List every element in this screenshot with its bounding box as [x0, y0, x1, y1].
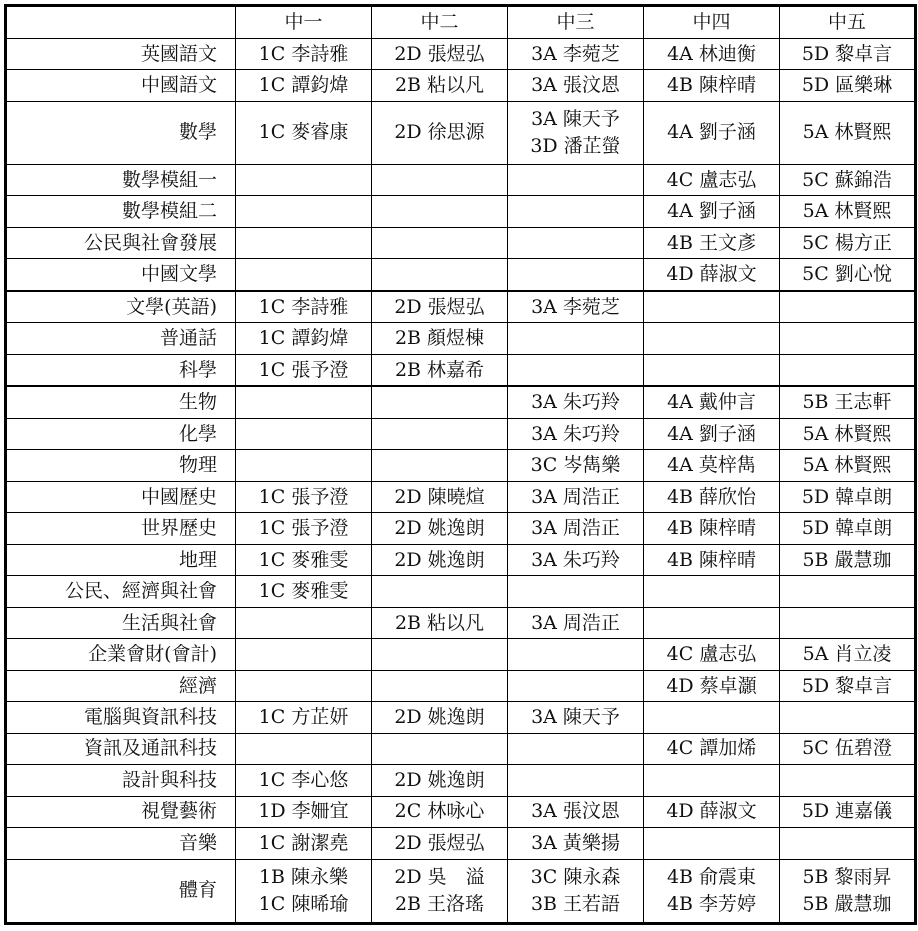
teacher-entry: 1C 譚鈞煒 [258, 74, 349, 97]
teacher-entry: 5B 黎雨昇 [802, 865, 892, 888]
teacher-cell [508, 196, 644, 227]
header-corner [6, 6, 236, 39]
teacher-entry: 2D 徐思源 [394, 121, 485, 144]
teacher-cell [780, 607, 916, 638]
teacher-cell [780, 859, 916, 923]
teacher-entry: 3B 王若語 [530, 892, 621, 915]
table-row [6, 576, 916, 607]
teacher-entry: 4D 薛淑文 [666, 263, 757, 286]
table-row [6, 39, 916, 70]
teacher-cell [236, 101, 372, 164]
teacher-cell [508, 576, 644, 607]
teacher-entry: 5C 劉心悅 [802, 263, 892, 286]
teacher-cell [372, 70, 508, 101]
teacher-entry: 4B 陳梓晴 [666, 548, 757, 571]
teacher-entry: 4B 李芳婷 [666, 892, 757, 915]
grade-header: 中四 [644, 6, 780, 39]
table-body [6, 39, 916, 924]
table-row [6, 828, 916, 859]
teacher-cell [644, 291, 780, 323]
table-row [6, 291, 916, 323]
header-row [6, 6, 916, 39]
teacher-cell [508, 323, 644, 354]
teacher-entry: 4B 王文彥 [666, 231, 757, 254]
teacher-entry: 4D 薛淑文 [666, 800, 757, 823]
teacher-cell [780, 164, 916, 195]
teacher-entry: 4A 劉子涵 [667, 121, 756, 144]
teacher-cell [780, 227, 916, 258]
teacher-cell [372, 386, 508, 418]
teacher-entry: 3A 張汶恩 [531, 800, 620, 823]
teacher-entry: 2D 姚逸朗 [394, 548, 485, 571]
teacher-entry: 2B 顏煜棟 [394, 327, 485, 350]
teacher-cell [372, 544, 508, 575]
teacher-cell [508, 259, 644, 291]
subject-label: 生物 [6, 386, 236, 418]
table-row [6, 323, 916, 354]
table-row [6, 670, 916, 701]
teacher-cell [780, 259, 916, 291]
teacher-entry: 2D 姚逸朗 [394, 768, 485, 791]
teacher-cell [372, 702, 508, 733]
table-row [6, 418, 916, 449]
teacher-cell [236, 607, 372, 638]
teacher-cell [372, 450, 508, 481]
grade-header: 中一 [236, 6, 372, 39]
teacher-cell [236, 354, 372, 386]
teacher-cell [236, 733, 372, 764]
subject-label: 電腦與資訊科技 [6, 702, 236, 733]
teacher-cell [508, 796, 644, 827]
teacher-entry: 2D 張煜弘 [394, 295, 485, 318]
teacher-entry: 1C 方芷妍 [258, 705, 349, 728]
teacher-cell [644, 670, 780, 701]
teacher-cell [780, 196, 916, 227]
teacher-entry: 4A 林迪衡 [667, 42, 756, 65]
teacher-cell [644, 164, 780, 195]
subject-label: 體育 [6, 859, 236, 923]
teacher-cell [644, 702, 780, 733]
teacher-cell [644, 386, 780, 418]
teacher-entry: 3A 陳天予 [531, 705, 620, 728]
teacher-cell [644, 101, 780, 164]
teacher-entry: 2B 粘以凡 [394, 611, 485, 634]
teacher-cell [508, 733, 644, 764]
teacher-cell [372, 227, 508, 258]
teacher-entry: 3A 黃樂揚 [531, 831, 620, 854]
subject-label: 中國語文 [6, 70, 236, 101]
teacher-entry: 5B 王志軒 [802, 391, 892, 414]
teacher-cell [372, 354, 508, 386]
teacher-entry: 2B 粘以凡 [394, 74, 485, 97]
teacher-cell [508, 670, 644, 701]
teacher-cell [644, 796, 780, 827]
teacher-cell [780, 576, 916, 607]
teacher-cell [508, 544, 644, 575]
teacher-cell [780, 670, 916, 701]
teacher-cell [644, 576, 780, 607]
teacher-cell [372, 259, 508, 291]
teacher-entry: 1B 陳永樂 [258, 865, 349, 888]
teacher-cell [372, 513, 508, 544]
teacher-cell [780, 828, 916, 859]
table-row [6, 70, 916, 101]
teacher-cell [508, 702, 644, 733]
teacher-entry: 3A 陳天予 [531, 107, 620, 130]
subject-label: 音樂 [6, 828, 236, 859]
teacher-cell [236, 227, 372, 258]
teacher-cell [372, 828, 508, 859]
teacher-cell [780, 39, 916, 70]
teacher-entry: 4C 譚加烯 [666, 737, 757, 760]
teacher-cell [236, 39, 372, 70]
subject-label: 生活與社會 [6, 607, 236, 638]
teacher-cell [372, 101, 508, 164]
teacher-entry: 4A 劉子涵 [667, 422, 756, 445]
teacher-cell [644, 639, 780, 670]
teacher-cell [644, 196, 780, 227]
teacher-cell [508, 765, 644, 796]
teacher-entry: 2D 張煜弘 [394, 42, 485, 65]
teacher-entry: 3A 周浩正 [531, 485, 620, 508]
teacher-entry: 1C 譚鈞煒 [258, 327, 349, 350]
teacher-cell [236, 70, 372, 101]
teacher-cell [236, 576, 372, 607]
teacher-cell [236, 164, 372, 195]
subject-label: 數學模組二 [6, 196, 236, 227]
teacher-cell [644, 227, 780, 258]
teacher-entry: 1C 李詩雅 [258, 295, 349, 318]
teacher-cell [644, 354, 780, 386]
teacher-entry: 5D 黎卓言 [801, 42, 893, 65]
teacher-entry: 5A 林賢熙 [802, 121, 892, 144]
teacher-cell [780, 354, 916, 386]
table-row [6, 607, 916, 638]
teacher-entry: 5D 韓卓朗 [801, 517, 893, 540]
teacher-entry: 2D 姚逸朗 [394, 517, 485, 540]
teacher-cell [236, 859, 372, 923]
teacher-cell [236, 670, 372, 701]
teacher-cell [508, 227, 644, 258]
teacher-entry: 5D 連嘉儀 [801, 800, 893, 823]
teacher-cell [372, 481, 508, 512]
table-row [6, 765, 916, 796]
teacher-cell [508, 607, 644, 638]
teacher-cell [644, 70, 780, 101]
teacher-cell [236, 418, 372, 449]
teacher-entry: 5A 林賢熙 [802, 454, 892, 477]
teacher-cell [780, 418, 916, 449]
teacher-entry: 5A 林賢熙 [802, 200, 892, 223]
teacher-cell [780, 450, 916, 481]
teacher-cell [644, 544, 780, 575]
teacher-cell [780, 544, 916, 575]
teacher-cell [508, 164, 644, 195]
teacher-cell [372, 796, 508, 827]
teacher-cell [644, 607, 780, 638]
teacher-cell [508, 828, 644, 859]
teacher-entry: 2D 吳 溢 [394, 865, 485, 888]
subject-label: 英國語文 [6, 39, 236, 70]
teacher-cell [372, 418, 508, 449]
teacher-cell [236, 513, 372, 544]
table-row [6, 386, 916, 418]
teacher-cell [372, 733, 508, 764]
teacher-entry: 4B 薛欣怡 [666, 485, 757, 508]
teacher-entry: 4D 蔡卓灝 [666, 674, 757, 697]
teacher-cell [236, 323, 372, 354]
teacher-entry: 3A 李菀芝 [531, 42, 620, 65]
teacher-entry: 3A 朱巧羚 [531, 391, 620, 414]
teacher-entry: 4C 盧志弘 [666, 643, 757, 666]
teacher-cell [508, 70, 644, 101]
teacher-entry: 1C 麥雅雯 [258, 548, 349, 571]
teacher-entry: 2B 林嘉希 [394, 358, 485, 381]
grade-header: 中三 [508, 6, 644, 39]
subject-label: 數學 [6, 101, 236, 164]
table-row [6, 354, 916, 386]
teacher-entry: 4B 陳梓晴 [666, 517, 757, 540]
teacher-cell [236, 702, 372, 733]
table-row [6, 450, 916, 481]
table-row [6, 101, 916, 164]
teacher-entry: 1C 麥雅雯 [258, 580, 349, 603]
teacher-entry: 2D 陳曉煊 [394, 485, 485, 508]
teacher-cell [372, 670, 508, 701]
teacher-cell [508, 450, 644, 481]
teacher-cell [780, 796, 916, 827]
teacher-cell [508, 859, 644, 923]
teacher-entry: 5A 肖立凌 [802, 643, 892, 666]
subject-label: 世界歷史 [6, 513, 236, 544]
teacher-cell [508, 39, 644, 70]
table-row [6, 196, 916, 227]
teacher-cell [644, 450, 780, 481]
teacher-cell [644, 828, 780, 859]
teacher-entry: 5B 嚴慧珈 [802, 548, 892, 571]
teacher-entry: 1C 張予澄 [258, 485, 349, 508]
grade-header: 中二 [372, 6, 508, 39]
teacher-cell [508, 418, 644, 449]
table-row [6, 544, 916, 575]
teacher-cell [644, 39, 780, 70]
teacher-entry: 3A 張汶恩 [531, 74, 620, 97]
teacher-entry: 3D 潘芷螢 [530, 134, 621, 157]
teacher-cell [236, 765, 372, 796]
teacher-cell [372, 765, 508, 796]
teacher-cell [780, 513, 916, 544]
table-row [6, 227, 916, 258]
teacher-cell [236, 291, 372, 323]
teacher-cell [644, 259, 780, 291]
subject-label: 中國歷史 [6, 481, 236, 512]
teacher-entry: 1C 張予澄 [258, 358, 349, 381]
teacher-entry: 3A 周浩正 [531, 517, 620, 540]
teacher-entry: 4A 劉子涵 [667, 200, 756, 223]
subject-label: 公民、經濟與社會 [6, 576, 236, 607]
teacher-cell [236, 796, 372, 827]
teacher-cell [780, 733, 916, 764]
subject-label: 物理 [6, 450, 236, 481]
teacher-cell [780, 765, 916, 796]
teacher-entry: 2D 張煜弘 [394, 831, 485, 854]
teacher-cell [236, 828, 372, 859]
teacher-cell [236, 544, 372, 575]
teacher-entry: 1C 麥睿康 [258, 121, 349, 144]
teacher-entry: 5C 楊方正 [802, 231, 892, 254]
teacher-cell [644, 418, 780, 449]
teacher-entry: 3A 李菀芝 [531, 295, 620, 318]
teacher-cell [508, 639, 644, 670]
teacher-entry: 4B 陳梓晴 [666, 74, 757, 97]
subject-label: 企業會財(會計) [6, 639, 236, 670]
teacher-cell [508, 513, 644, 544]
teacher-cell [644, 481, 780, 512]
teacher-cell [780, 481, 916, 512]
subject-label: 數學模組一 [6, 164, 236, 195]
teacher-entry: 5C 伍碧澄 [802, 737, 892, 760]
teacher-cell [372, 607, 508, 638]
subject-label: 公民與社會發展 [6, 227, 236, 258]
teacher-cell [780, 70, 916, 101]
teacher-cell [508, 101, 644, 164]
teacher-cell [780, 639, 916, 670]
subject-label: 化學 [6, 418, 236, 449]
teacher-cell [644, 859, 780, 923]
subject-label: 資訊及通訊科技 [6, 733, 236, 764]
teacher-cell [780, 386, 916, 418]
teacher-entry: 1D 李姍宜 [258, 800, 349, 823]
teacher-cell [372, 639, 508, 670]
teacher-entry: 4B 俞震東 [666, 865, 757, 888]
teacher-cell [508, 481, 644, 512]
table-row [6, 481, 916, 512]
table-row [6, 259, 916, 291]
teacher-cell [508, 291, 644, 323]
table-row [6, 513, 916, 544]
teacher-entry: 1C 張予澄 [258, 517, 349, 540]
teacher-cell [236, 259, 372, 291]
teacher-entry: 3A 周浩正 [531, 611, 620, 634]
subject-label: 視覺藝術 [6, 796, 236, 827]
teacher-entry: 4A 莫梓雋 [667, 454, 756, 477]
teacher-entry: 4C 盧志弘 [666, 168, 757, 191]
subject-label: 普通話 [6, 323, 236, 354]
teacher-entry: 2D 姚逸朗 [394, 705, 485, 728]
teacher-cell [508, 354, 644, 386]
teacher-cell [508, 386, 644, 418]
teacher-entry: 5D 韓卓朗 [801, 485, 893, 508]
teacher-cell [236, 450, 372, 481]
grade-header: 中五 [780, 6, 916, 39]
teacher-cell [372, 196, 508, 227]
teacher-entry: 5A 林賢熙 [802, 422, 892, 445]
teacher-entry: 1C 陳晞瑜 [258, 892, 349, 915]
table-row [6, 733, 916, 764]
teacher-entry: 3A 朱巧羚 [531, 548, 620, 571]
teacher-cell [780, 101, 916, 164]
teacher-cell [644, 323, 780, 354]
teacher-cell [236, 386, 372, 418]
teacher-cell [780, 323, 916, 354]
teacher-cell [644, 513, 780, 544]
teacher-cell [780, 291, 916, 323]
table-row [6, 702, 916, 733]
teacher-entry: 1C 李詩雅 [258, 42, 349, 65]
teacher-entry: 3C 岑雋樂 [530, 454, 621, 477]
teacher-entry: 2B 王洛瑤 [394, 892, 485, 915]
teacher-cell [780, 702, 916, 733]
teacher-cell [644, 765, 780, 796]
teacher-cell [372, 576, 508, 607]
teacher-entry: 1C 李心悠 [258, 768, 349, 791]
table-row [6, 164, 916, 195]
teacher-entry: 3A 朱巧羚 [531, 422, 620, 445]
subject-label: 文學(英語) [6, 291, 236, 323]
teacher-cell [372, 164, 508, 195]
teacher-entry: 1C 謝潔堯 [258, 831, 349, 854]
teacher-entry: 5D 黎卓言 [801, 674, 893, 697]
teacher-entry: 3C 陳永森 [530, 865, 621, 888]
subject-label: 中國文學 [6, 259, 236, 291]
teacher-entry: 2C 林咏心 [394, 800, 485, 823]
teacher-subject-table [4, 4, 917, 925]
teacher-cell [236, 481, 372, 512]
teacher-cell [372, 39, 508, 70]
teacher-cell [236, 639, 372, 670]
teacher-cell [236, 196, 372, 227]
table-row [6, 859, 916, 923]
table-row [6, 639, 916, 670]
teacher-cell [372, 859, 508, 923]
subject-label: 經濟 [6, 670, 236, 701]
table-row [6, 796, 916, 827]
subject-label: 地理 [6, 544, 236, 575]
subject-label: 設計與科技 [6, 765, 236, 796]
teacher-entry: 4A 戴仲言 [667, 391, 756, 414]
teacher-entry: 5D 區樂琳 [801, 74, 893, 97]
teacher-cell [372, 291, 508, 323]
subject-label: 科學 [6, 354, 236, 386]
teacher-cell [644, 733, 780, 764]
teacher-cell [372, 323, 508, 354]
teacher-entry: 5C 蘇錦浩 [802, 168, 892, 191]
teacher-entry: 5B 嚴慧珈 [802, 892, 892, 915]
